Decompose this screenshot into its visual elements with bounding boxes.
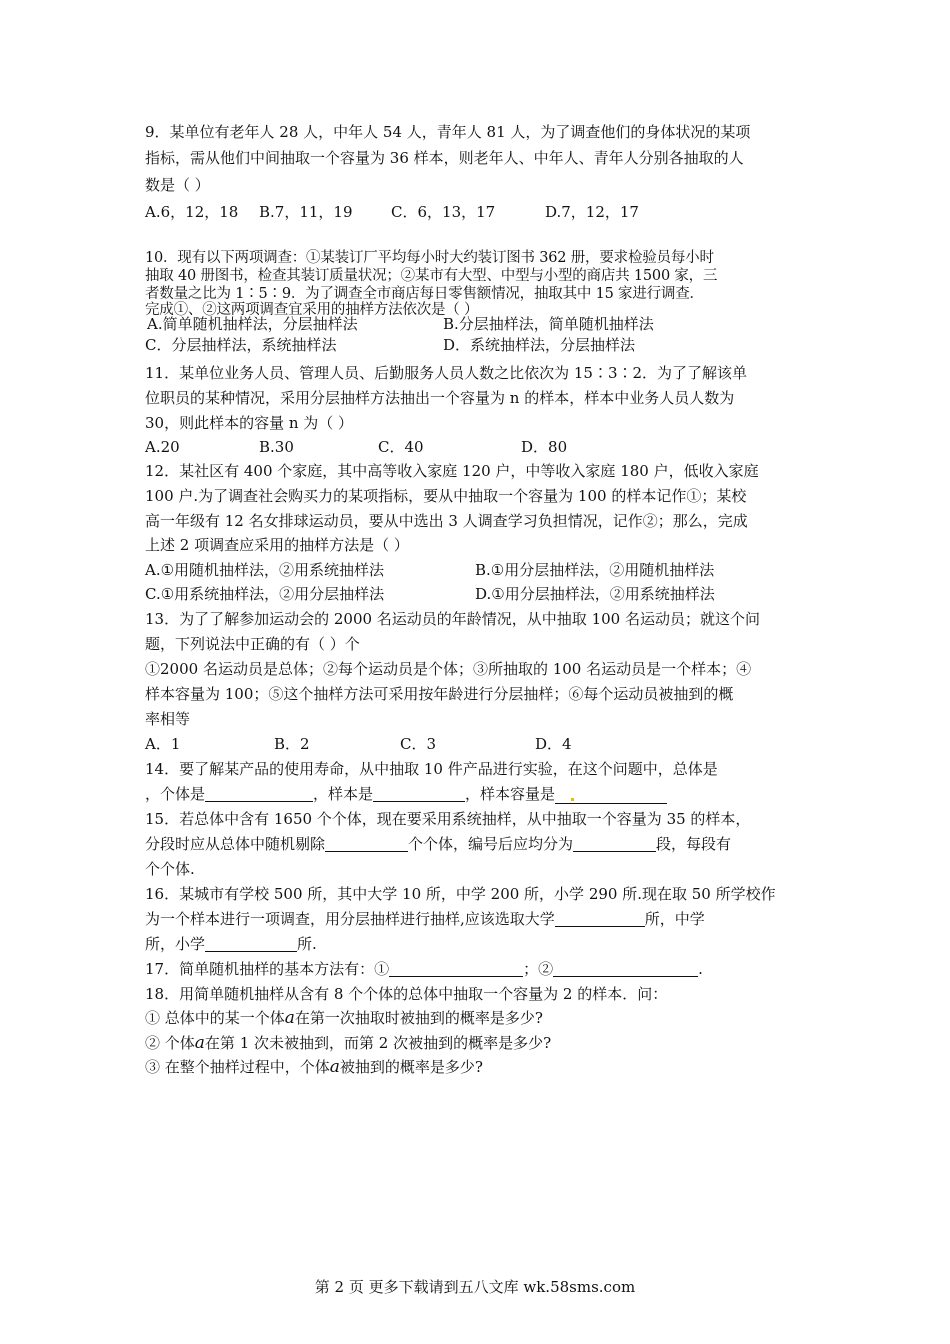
q17-method1-blank[interactable] [389,960,523,977]
q16-prompt-university: 为一个样本进行一项调查，用分层抽样进行抽样,应该选取大学 [145,910,555,928]
q12-option-d: D.①用分层抽样法，②用系统抽样法 [475,585,715,603]
q18-s1-text: ① 总体中的某一个体 [145,1009,285,1027]
q10-line: 者数量之比为 1∶5∶9．为了调查全市商店每日零售额情况，抽取其中 15 家进行调查． [145,286,704,302]
q15-segments-blank[interactable] [573,835,656,852]
q18-s3-text: 被抽到的概率是多少? [339,1058,483,1076]
q10-option-b: B.分层抽样法，简单随机抽样法 [443,315,654,333]
q11-line: 30，则此样本的容量 n 为（ ） [145,414,354,432]
q10-line: 10．现有以下两项调查：①某装订厂平均每小时大约装订图书 362 册，要求检验员每小时 [145,250,714,266]
q18-s2-text: 在第 1 次未被抽到，而第 2 次被抽到的概率是多少? [204,1034,552,1052]
q15-prompt-each: 段，每段有 [656,835,732,853]
q14-prompt-size: ，样本容量是 [465,785,556,803]
q16-prompt-middle: 所，中学 [644,910,705,928]
q13-option-c: C．3 [400,735,437,753]
q15-line: 个个体. [145,860,195,878]
q18-s3-text: ③ 在整个抽样过程中，个体 [145,1058,330,1076]
q13-line: 13．为了了解参加运动会的 2000 名运动员的年龄情况，从中抽取 100 名运动员；就这个问 [145,610,760,628]
q16-primary-blank[interactable] [205,935,297,952]
q9-line: 指标，需从他们中间抽取一个容量为 36 样本，则老年人、中年人、青年人分别各抽取的人 [145,149,744,167]
q9-option-d: D.7，12，17 [545,203,639,221]
q13-line: ①2000 名运动员是总体；②每个运动员是个体；③所抽取的 100 名运动员是一个样本；④ [145,660,752,678]
variable-a: a [329,1057,340,1077]
q13-line: 率相等 [145,710,191,728]
q10-option-c: C．分层抽样法，系统抽样法 [145,336,337,354]
q13-option-b: B．2 [274,735,310,753]
q9-option-c: C．6，13，17 [391,203,496,221]
q11-option-b: B.30 [259,438,294,456]
q18-s1-text: 在第一次抽取时被抽到的概率是多少? [294,1009,543,1027]
q17-line [145,959,703,979]
q15-prompt-remove: 分段时应从总体中随机剔除 [145,835,326,853]
q11-option-a: A.20 [145,438,180,456]
q18-subquestion-2 [145,1033,551,1053]
q16-blanks-line [145,909,705,929]
q9-option-b: B.7，11，19 [259,203,353,221]
q13-option-d: D．4 [535,735,572,753]
q10-option-d: D．系统抽样法，分层抽样法 [443,336,636,354]
variable-a: a [284,1008,295,1028]
q17-prompt-end: . [698,960,703,978]
q18-s2-text: ② 个体 [145,1034,195,1052]
q14-sample-blank[interactable] [373,785,465,802]
q9-line: 数是（ ） [145,176,210,194]
q12-line: 高一年级有 12 名女排球运动员，要从中选出 3 人调查学习负担情况，记作②；那么，完成 [145,512,748,530]
page-footer: 第 2 页 更多下载请到五八文库 wk.58sms.com [314,1278,636,1296]
q15-blanks-line [145,834,731,854]
q12-option-b: B.①用分层抽样法，②用随机抽样法 [475,561,715,579]
q11-line: 位职员的某种情况，采用分层抽样方法抽出一个容量为 n 的样本，样本中业务人员人数为 [145,389,735,407]
q12-line: 100 户.为了调查社会购买力的某项指标，要从中抽取一个容量为 100 的样本记作①；某校 [145,487,747,505]
q14-prompt-sample: ，样本是 [313,785,374,803]
q13-line: 样本容量为 100；⑤这个抽样方法可采用按年龄进行分层抽样；⑥每个运动员被抽到的概 [145,685,734,703]
q12-option-a: A.①用随机抽样法，②用系统抽样法 [145,561,385,579]
q16-blanks-line [145,934,317,954]
q17-method2-blank[interactable] [553,960,698,977]
q10-option-a: A.简单随机抽样法，分层抽样法 [147,315,358,333]
q11-option-d: D．80 [521,438,568,456]
q14-blanks-line [145,784,667,804]
q11-option-c: C．40 [378,438,424,456]
q18-subquestion-3 [145,1057,483,1077]
q17-prompt-2: ；② [523,960,554,978]
q13-line: 题，下列说法中正确的有（ ）个 [145,635,360,653]
q16-prompt-end: 所. [297,935,317,953]
q18-line: 18．用简单随机抽样从含有 8 个个体的总体中抽取一个容量为 2 的样本．问： [145,985,668,1003]
q15-line: 15．若总体中含有 1650 个个体，现在要采用系统抽样，从中抽取一个容量为 35 的样本， [145,810,751,828]
q10-line: 抽取 40 册图书，检查其装订质量状况；②某市有大型、中型与小型的商店共 1500 家，三 [145,268,718,284]
q16-university-blank[interactable] [555,910,645,927]
q14-individual-blank[interactable] [205,785,313,802]
q14-line: 14．要了解某产品的使用寿命，从中抽取 10 件产品进行实验，在这个问题中，总体是 [145,760,718,778]
q12-line: 上述 2 项调查应采用的抽样方法是（ ） [145,536,409,554]
q9-line: 9．某单位有老年人 28 人，中年人 54 人，青年人 81 人，为了调查他们的身体状况的某项 [145,123,751,141]
q15-remove-blank[interactable] [325,835,408,852]
q18-subquestion-1 [145,1008,543,1028]
q9-option-a: A.6，12，18 [145,203,239,221]
variable-a: a [194,1033,205,1053]
q16-prompt-primary: 所，小学 [145,935,206,953]
q13-option-a: A．1 [145,735,181,753]
q17-prompt-1: 17．简单随机抽样的基本方法有：① [145,960,390,978]
q12-option-c: C.①用系统抽样法，②用分层抽样法 [145,585,385,603]
q14-size-blank[interactable] [555,787,667,804]
q11-line: 11．某单位业务人员、管理人员、后勤服务人员人数之比依次为 15∶3∶2．为了了解该单 [145,364,748,382]
q12-line: 12．某社区有 400 个家庭，其中高等收入家庭 120 户，中等收入家庭 180 户，低收入家庭 [145,462,759,480]
stray-mark [571,798,574,801]
q14-prompt-individual: ，个体是 [145,785,206,803]
q16-line: 16．某城市有学校 500 所，其中大学 10 所，中学 200 所，小学 290 所.现在取 50 所学校作 [145,885,776,903]
q10-line: 完成①、②这两项调查宜采用的抽样方法依次是（ ） [145,302,479,318]
q15-prompt-segments: 个个体，编号后应均分为 [408,835,574,853]
